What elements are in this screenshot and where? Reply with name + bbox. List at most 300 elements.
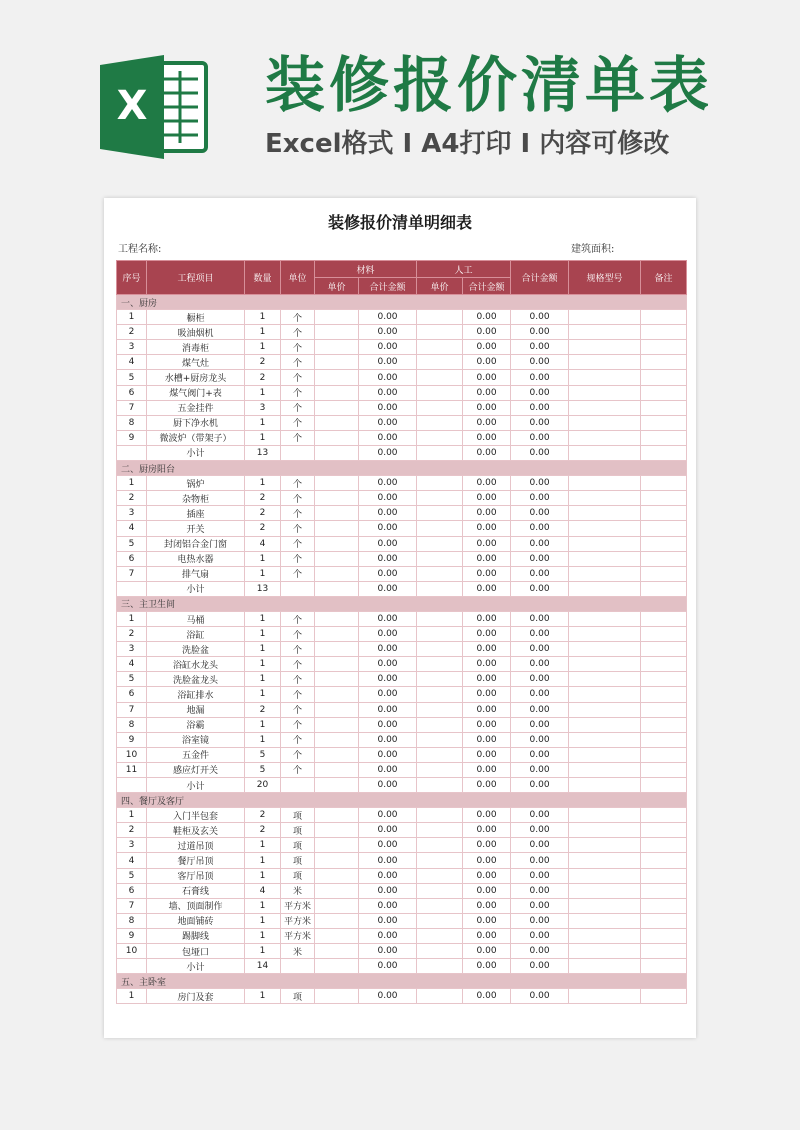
- cell-spec[interactable]: [569, 400, 641, 415]
- cell-material-unit-price[interactable]: [315, 521, 359, 536]
- cell-material-amount[interactable]: 0.00: [359, 898, 417, 913]
- cell-unit[interactable]: [281, 445, 315, 460]
- cell-labor-unit-price[interactable]: [417, 642, 463, 657]
- cell-qty[interactable]: 1: [245, 566, 281, 581]
- cell-material-amount[interactable]: 0.00: [359, 959, 417, 974]
- cell-item[interactable]: 浴缸: [147, 627, 245, 642]
- cell-material-amount[interactable]: 0.00: [359, 808, 417, 823]
- cell-remark[interactable]: [641, 657, 687, 672]
- cell-no[interactable]: 6: [117, 687, 147, 702]
- cell-no[interactable]: [117, 959, 147, 974]
- cell-material-amount[interactable]: 0.00: [359, 400, 417, 415]
- cell-total[interactable]: 0.00: [511, 853, 569, 868]
- cell-material-amount[interactable]: 0.00: [359, 928, 417, 943]
- cell-labor-unit-price[interactable]: [417, 536, 463, 551]
- cell-material-unit-price[interactable]: [315, 506, 359, 521]
- cell-qty[interactable]: 14: [245, 959, 281, 974]
- cell-item[interactable]: 插座: [147, 506, 245, 521]
- cell-labor-amount[interactable]: 0.00: [463, 445, 511, 460]
- cell-material-amount[interactable]: 0.00: [359, 989, 417, 1004]
- cell-spec[interactable]: [569, 853, 641, 868]
- cell-labor-amount[interactable]: 0.00: [463, 340, 511, 355]
- cell-remark[interactable]: [641, 913, 687, 928]
- cell-labor-amount[interactable]: 0.00: [463, 627, 511, 642]
- cell-remark[interactable]: [641, 355, 687, 370]
- cell-item[interactable]: 感应灯开关: [147, 762, 245, 777]
- cell-labor-amount[interactable]: 0.00: [463, 717, 511, 732]
- cell-labor-unit-price[interactable]: [417, 913, 463, 928]
- cell-total[interactable]: 0.00: [511, 627, 569, 642]
- cell-material-amount[interactable]: 0.00: [359, 521, 417, 536]
- cell-material-unit-price[interactable]: [315, 551, 359, 566]
- cell-material-unit-price[interactable]: [315, 959, 359, 974]
- cell-qty[interactable]: 2: [245, 823, 281, 838]
- cell-unit[interactable]: 个: [281, 400, 315, 415]
- cell-qty[interactable]: 1: [245, 989, 281, 1004]
- cell-remark[interactable]: [641, 928, 687, 943]
- cell-material-amount[interactable]: 0.00: [359, 747, 417, 762]
- cell-spec[interactable]: [569, 355, 641, 370]
- cell-total[interactable]: 0.00: [511, 747, 569, 762]
- cell-material-unit-price[interactable]: [315, 445, 359, 460]
- cell-no[interactable]: 1: [117, 989, 147, 1004]
- cell-spec[interactable]: [569, 944, 641, 959]
- cell-remark[interactable]: [641, 400, 687, 415]
- cell-no[interactable]: [117, 778, 147, 793]
- cell-remark[interactable]: [641, 717, 687, 732]
- cell-labor-unit-price[interactable]: [417, 989, 463, 1004]
- cell-labor-amount[interactable]: 0.00: [463, 370, 511, 385]
- cell-no[interactable]: 1: [117, 611, 147, 626]
- cell-total[interactable]: 0.00: [511, 717, 569, 732]
- cell-no[interactable]: 1: [117, 310, 147, 325]
- cell-no[interactable]: 4: [117, 853, 147, 868]
- cell-subtotal-label[interactable]: 小计: [147, 778, 245, 793]
- cell-labor-unit-price[interactable]: [417, 476, 463, 491]
- cell-labor-amount[interactable]: 0.00: [463, 778, 511, 793]
- cell-spec[interactable]: [569, 823, 641, 838]
- cell-unit[interactable]: 平方米: [281, 898, 315, 913]
- cell-material-amount[interactable]: 0.00: [359, 732, 417, 747]
- cell-labor-amount[interactable]: 0.00: [463, 762, 511, 777]
- cell-material-amount[interactable]: 0.00: [359, 717, 417, 732]
- cell-material-unit-price[interactable]: [315, 762, 359, 777]
- cell-item[interactable]: 鞋柜及玄关: [147, 823, 245, 838]
- cell-labor-amount[interactable]: 0.00: [463, 310, 511, 325]
- cell-item[interactable]: 消毒柜: [147, 340, 245, 355]
- cell-unit[interactable]: 个: [281, 551, 315, 566]
- cell-labor-amount[interactable]: 0.00: [463, 657, 511, 672]
- cell-remark[interactable]: [641, 747, 687, 762]
- cell-material-amount[interactable]: 0.00: [359, 506, 417, 521]
- cell-material-unit-price[interactable]: [315, 310, 359, 325]
- cell-qty[interactable]: 2: [245, 506, 281, 521]
- cell-no[interactable]: 5: [117, 370, 147, 385]
- cell-unit[interactable]: 个: [281, 385, 315, 400]
- cell-labor-unit-price[interactable]: [417, 581, 463, 596]
- cell-labor-unit-price[interactable]: [417, 415, 463, 430]
- cell-qty[interactable]: 5: [245, 747, 281, 762]
- cell-no[interactable]: 2: [117, 491, 147, 506]
- cell-total[interactable]: 0.00: [511, 687, 569, 702]
- cell-material-amount[interactable]: 0.00: [359, 325, 417, 340]
- cell-no[interactable]: 6: [117, 883, 147, 898]
- cell-labor-amount[interactable]: 0.00: [463, 430, 511, 445]
- cell-spec[interactable]: [569, 959, 641, 974]
- cell-item[interactable]: 煤气灶: [147, 355, 245, 370]
- cell-item[interactable]: 排气扇: [147, 566, 245, 581]
- cell-material-amount[interactable]: 0.00: [359, 310, 417, 325]
- cell-unit[interactable]: 项: [281, 868, 315, 883]
- cell-material-amount[interactable]: 0.00: [359, 687, 417, 702]
- cell-spec[interactable]: [569, 898, 641, 913]
- cell-labor-unit-price[interactable]: [417, 521, 463, 536]
- cell-material-amount[interactable]: 0.00: [359, 491, 417, 506]
- cell-spec[interactable]: [569, 778, 641, 793]
- cell-item[interactable]: 煤气阀门+表: [147, 385, 245, 400]
- cell-remark[interactable]: [641, 551, 687, 566]
- cell-total[interactable]: 0.00: [511, 370, 569, 385]
- cell-qty[interactable]: 1: [245, 340, 281, 355]
- cell-total[interactable]: 0.00: [511, 642, 569, 657]
- cell-labor-amount[interactable]: 0.00: [463, 400, 511, 415]
- cell-material-unit-price[interactable]: [315, 989, 359, 1004]
- cell-qty[interactable]: 2: [245, 808, 281, 823]
- cell-total[interactable]: 0.00: [511, 491, 569, 506]
- cell-total[interactable]: 0.00: [511, 581, 569, 596]
- cell-no[interactable]: 9: [117, 928, 147, 943]
- cell-material-amount[interactable]: 0.00: [359, 581, 417, 596]
- cell-remark[interactable]: [641, 898, 687, 913]
- cell-unit[interactable]: 米: [281, 944, 315, 959]
- cell-total[interactable]: 0.00: [511, 506, 569, 521]
- cell-labor-unit-price[interactable]: [417, 657, 463, 672]
- cell-unit[interactable]: 个: [281, 762, 315, 777]
- cell-material-unit-price[interactable]: [315, 325, 359, 340]
- cell-no[interactable]: 5: [117, 868, 147, 883]
- cell-unit[interactable]: 项: [281, 989, 315, 1004]
- cell-item[interactable]: 包垭口: [147, 944, 245, 959]
- cell-remark[interactable]: [641, 506, 687, 521]
- cell-no[interactable]: 5: [117, 672, 147, 687]
- cell-labor-unit-price[interactable]: [417, 747, 463, 762]
- cell-spec[interactable]: [569, 521, 641, 536]
- cell-labor-unit-price[interactable]: [417, 430, 463, 445]
- cell-unit[interactable]: 个: [281, 717, 315, 732]
- cell-no[interactable]: 8: [117, 913, 147, 928]
- cell-material-amount[interactable]: 0.00: [359, 566, 417, 581]
- cell-remark[interactable]: [641, 778, 687, 793]
- cell-total[interactable]: 0.00: [511, 476, 569, 491]
- cell-material-unit-price[interactable]: [315, 340, 359, 355]
- cell-no[interactable]: 4: [117, 355, 147, 370]
- cell-unit[interactable]: 个: [281, 491, 315, 506]
- cell-labor-amount[interactable]: 0.00: [463, 898, 511, 913]
- cell-no[interactable]: 8: [117, 717, 147, 732]
- cell-remark[interactable]: [641, 325, 687, 340]
- cell-spec[interactable]: [569, 445, 641, 460]
- cell-labor-unit-price[interactable]: [417, 611, 463, 626]
- cell-spec[interactable]: [569, 883, 641, 898]
- cell-item[interactable]: 踢脚线: [147, 928, 245, 943]
- cell-labor-amount[interactable]: 0.00: [463, 611, 511, 626]
- cell-unit[interactable]: 项: [281, 823, 315, 838]
- cell-unit[interactable]: 个: [281, 430, 315, 445]
- cell-no[interactable]: 5: [117, 536, 147, 551]
- cell-total[interactable]: 0.00: [511, 566, 569, 581]
- cell-item[interactable]: 客厅吊顶: [147, 868, 245, 883]
- cell-qty[interactable]: 1: [245, 913, 281, 928]
- cell-labor-unit-price[interactable]: [417, 702, 463, 717]
- cell-labor-unit-price[interactable]: [417, 868, 463, 883]
- cell-total[interactable]: 0.00: [511, 672, 569, 687]
- cell-unit[interactable]: 个: [281, 536, 315, 551]
- cell-no[interactable]: 1: [117, 476, 147, 491]
- cell-labor-unit-price[interactable]: [417, 717, 463, 732]
- cell-unit[interactable]: 个: [281, 506, 315, 521]
- cell-labor-amount[interactable]: 0.00: [463, 385, 511, 400]
- cell-material-unit-price[interactable]: [315, 476, 359, 491]
- cell-unit[interactable]: [281, 778, 315, 793]
- cell-unit[interactable]: 平方米: [281, 928, 315, 943]
- cell-qty[interactable]: 1: [245, 687, 281, 702]
- cell-labor-amount[interactable]: 0.00: [463, 823, 511, 838]
- cell-unit[interactable]: 个: [281, 521, 315, 536]
- cell-labor-amount[interactable]: 0.00: [463, 944, 511, 959]
- cell-qty[interactable]: 1: [245, 717, 281, 732]
- cell-total[interactable]: 0.00: [511, 732, 569, 747]
- cell-material-amount[interactable]: 0.00: [359, 868, 417, 883]
- cell-item[interactable]: 厨下净水机: [147, 415, 245, 430]
- cell-remark[interactable]: [641, 430, 687, 445]
- cell-qty[interactable]: 1: [245, 476, 281, 491]
- cell-no[interactable]: 3: [117, 506, 147, 521]
- cell-labor-amount[interactable]: 0.00: [463, 959, 511, 974]
- cell-remark[interactable]: [641, 521, 687, 536]
- cell-remark[interactable]: [641, 581, 687, 596]
- cell-unit[interactable]: 个: [281, 476, 315, 491]
- cell-material-unit-price[interactable]: [315, 385, 359, 400]
- cell-labor-unit-price[interactable]: [417, 687, 463, 702]
- cell-total[interactable]: 0.00: [511, 928, 569, 943]
- cell-item[interactable]: 过道吊顶: [147, 838, 245, 853]
- cell-labor-unit-price[interactable]: [417, 898, 463, 913]
- cell-qty[interactable]: 1: [245, 385, 281, 400]
- cell-item[interactable]: 浴霸: [147, 717, 245, 732]
- cell-total[interactable]: 0.00: [511, 551, 569, 566]
- cell-total[interactable]: 0.00: [511, 355, 569, 370]
- cell-labor-unit-price[interactable]: [417, 491, 463, 506]
- cell-no[interactable]: 9: [117, 732, 147, 747]
- cell-material-unit-price[interactable]: [315, 657, 359, 672]
- cell-no[interactable]: 6: [117, 385, 147, 400]
- cell-spec[interactable]: [569, 672, 641, 687]
- cell-material-amount[interactable]: 0.00: [359, 415, 417, 430]
- cell-material-amount[interactable]: 0.00: [359, 430, 417, 445]
- cell-material-unit-price[interactable]: [315, 687, 359, 702]
- cell-labor-unit-price[interactable]: [417, 823, 463, 838]
- cell-qty[interactable]: 20: [245, 778, 281, 793]
- cell-subtotal-label[interactable]: 小计: [147, 445, 245, 460]
- cell-labor-unit-price[interactable]: [417, 370, 463, 385]
- cell-qty[interactable]: 1: [245, 310, 281, 325]
- cell-qty[interactable]: 1: [245, 657, 281, 672]
- cell-subtotal-label[interactable]: 小计: [147, 959, 245, 974]
- cell-material-amount[interactable]: 0.00: [359, 642, 417, 657]
- cell-material-amount[interactable]: 0.00: [359, 355, 417, 370]
- cell-no[interactable]: 10: [117, 944, 147, 959]
- cell-remark[interactable]: [641, 415, 687, 430]
- cell-total[interactable]: 0.00: [511, 823, 569, 838]
- cell-material-amount[interactable]: 0.00: [359, 551, 417, 566]
- cell-item[interactable]: 开关: [147, 521, 245, 536]
- cell-labor-unit-price[interactable]: [417, 808, 463, 823]
- cell-material-unit-price[interactable]: [315, 400, 359, 415]
- cell-labor-unit-price[interactable]: [417, 340, 463, 355]
- cell-item[interactable]: 墙、顶面制作: [147, 898, 245, 913]
- cell-labor-amount[interactable]: 0.00: [463, 415, 511, 430]
- cell-no[interactable]: 9: [117, 430, 147, 445]
- cell-labor-unit-price[interactable]: [417, 355, 463, 370]
- cell-material-unit-price[interactable]: [315, 732, 359, 747]
- cell-material-unit-price[interactable]: [315, 868, 359, 883]
- cell-material-unit-price[interactable]: [315, 611, 359, 626]
- cell-labor-unit-price[interactable]: [417, 325, 463, 340]
- cell-material-unit-price[interactable]: [315, 778, 359, 793]
- cell-labor-amount[interactable]: 0.00: [463, 883, 511, 898]
- cell-material-unit-price[interactable]: [315, 823, 359, 838]
- cell-labor-unit-price[interactable]: [417, 385, 463, 400]
- cell-item[interactable]: 水槽+厨房龙头: [147, 370, 245, 385]
- cell-no[interactable]: 3: [117, 642, 147, 657]
- cell-item[interactable]: 浴缸水龙头: [147, 657, 245, 672]
- cell-no[interactable]: 2: [117, 325, 147, 340]
- cell-labor-amount[interactable]: 0.00: [463, 989, 511, 1004]
- cell-material-amount[interactable]: 0.00: [359, 385, 417, 400]
- cell-total[interactable]: 0.00: [511, 430, 569, 445]
- cell-remark[interactable]: [641, 883, 687, 898]
- cell-total[interactable]: 0.00: [511, 868, 569, 883]
- cell-qty[interactable]: 2: [245, 702, 281, 717]
- cell-item[interactable]: 微波炉（带架子）: [147, 430, 245, 445]
- cell-labor-amount[interactable]: 0.00: [463, 551, 511, 566]
- cell-material-amount[interactable]: 0.00: [359, 340, 417, 355]
- cell-no[interactable]: 3: [117, 340, 147, 355]
- cell-remark[interactable]: [641, 566, 687, 581]
- cell-material-amount[interactable]: 0.00: [359, 823, 417, 838]
- cell-item[interactable]: 锅炉: [147, 476, 245, 491]
- cell-qty[interactable]: 1: [245, 672, 281, 687]
- cell-qty[interactable]: 1: [245, 898, 281, 913]
- cell-remark[interactable]: [641, 702, 687, 717]
- cell-spec[interactable]: [569, 838, 641, 853]
- cell-no[interactable]: 2: [117, 627, 147, 642]
- cell-spec[interactable]: [569, 491, 641, 506]
- cell-spec[interactable]: [569, 808, 641, 823]
- cell-item[interactable]: 橱柜: [147, 310, 245, 325]
- cell-no[interactable]: 7: [117, 702, 147, 717]
- cell-labor-unit-price[interactable]: [417, 853, 463, 868]
- cell-remark[interactable]: [641, 370, 687, 385]
- cell-spec[interactable]: [569, 551, 641, 566]
- cell-item[interactable]: 浴缸排水: [147, 687, 245, 702]
- cell-material-amount[interactable]: 0.00: [359, 476, 417, 491]
- cell-material-unit-price[interactable]: [315, 430, 359, 445]
- cell-labor-amount[interactable]: 0.00: [463, 581, 511, 596]
- cell-material-unit-price[interactable]: [315, 702, 359, 717]
- cell-labor-unit-price[interactable]: [417, 883, 463, 898]
- cell-total[interactable]: 0.00: [511, 400, 569, 415]
- cell-labor-unit-price[interactable]: [417, 627, 463, 642]
- cell-item[interactable]: 吸油烟机: [147, 325, 245, 340]
- cell-material-unit-price[interactable]: [315, 717, 359, 732]
- cell-labor-amount[interactable]: 0.00: [463, 642, 511, 657]
- cell-qty[interactable]: 13: [245, 445, 281, 460]
- cell-item[interactable]: 洗脸盆: [147, 642, 245, 657]
- cell-material-unit-price[interactable]: [315, 883, 359, 898]
- cell-total[interactable]: 0.00: [511, 702, 569, 717]
- cell-material-amount[interactable]: 0.00: [359, 778, 417, 793]
- cell-material-amount[interactable]: 0.00: [359, 370, 417, 385]
- cell-item[interactable]: 餐厅吊顶: [147, 853, 245, 868]
- cell-total[interactable]: 0.00: [511, 838, 569, 853]
- cell-spec[interactable]: [569, 430, 641, 445]
- cell-labor-amount[interactable]: 0.00: [463, 325, 511, 340]
- cell-material-unit-price[interactable]: [315, 370, 359, 385]
- cell-unit[interactable]: 项: [281, 808, 315, 823]
- cell-unit[interactable]: 个: [281, 611, 315, 626]
- cell-unit[interactable]: 个: [281, 747, 315, 762]
- cell-no[interactable]: 8: [117, 415, 147, 430]
- cell-qty[interactable]: 1: [245, 430, 281, 445]
- cell-unit[interactable]: 项: [281, 838, 315, 853]
- cell-total[interactable]: 0.00: [511, 913, 569, 928]
- cell-no[interactable]: 7: [117, 566, 147, 581]
- cell-material-unit-price[interactable]: [315, 928, 359, 943]
- cell-spec[interactable]: [569, 370, 641, 385]
- cell-qty[interactable]: 1: [245, 868, 281, 883]
- cell-unit[interactable]: 个: [281, 702, 315, 717]
- cell-item[interactable]: 五金件: [147, 747, 245, 762]
- cell-no[interactable]: 11: [117, 762, 147, 777]
- cell-unit[interactable]: 个: [281, 657, 315, 672]
- cell-spec[interactable]: [569, 868, 641, 883]
- cell-no[interactable]: 4: [117, 657, 147, 672]
- cell-remark[interactable]: [641, 340, 687, 355]
- cell-qty[interactable]: 1: [245, 853, 281, 868]
- cell-total[interactable]: 0.00: [511, 385, 569, 400]
- cell-no[interactable]: 7: [117, 400, 147, 415]
- cell-spec[interactable]: [569, 325, 641, 340]
- cell-remark[interactable]: [641, 989, 687, 1004]
- cell-material-amount[interactable]: 0.00: [359, 913, 417, 928]
- cell-spec[interactable]: [569, 611, 641, 626]
- cell-qty[interactable]: 1: [245, 325, 281, 340]
- cell-material-amount[interactable]: 0.00: [359, 883, 417, 898]
- cell-labor-amount[interactable]: 0.00: [463, 476, 511, 491]
- cell-total[interactable]: 0.00: [511, 944, 569, 959]
- cell-material-unit-price[interactable]: [315, 898, 359, 913]
- cell-material-amount[interactable]: 0.00: [359, 944, 417, 959]
- cell-remark[interactable]: [641, 853, 687, 868]
- cell-no[interactable]: 2: [117, 823, 147, 838]
- cell-material-unit-price[interactable]: [315, 491, 359, 506]
- cell-qty[interactable]: 1: [245, 627, 281, 642]
- cell-total[interactable]: 0.00: [511, 989, 569, 1004]
- cell-spec[interactable]: [569, 913, 641, 928]
- cell-labor-unit-price[interactable]: [417, 778, 463, 793]
- cell-remark[interactable]: [641, 385, 687, 400]
